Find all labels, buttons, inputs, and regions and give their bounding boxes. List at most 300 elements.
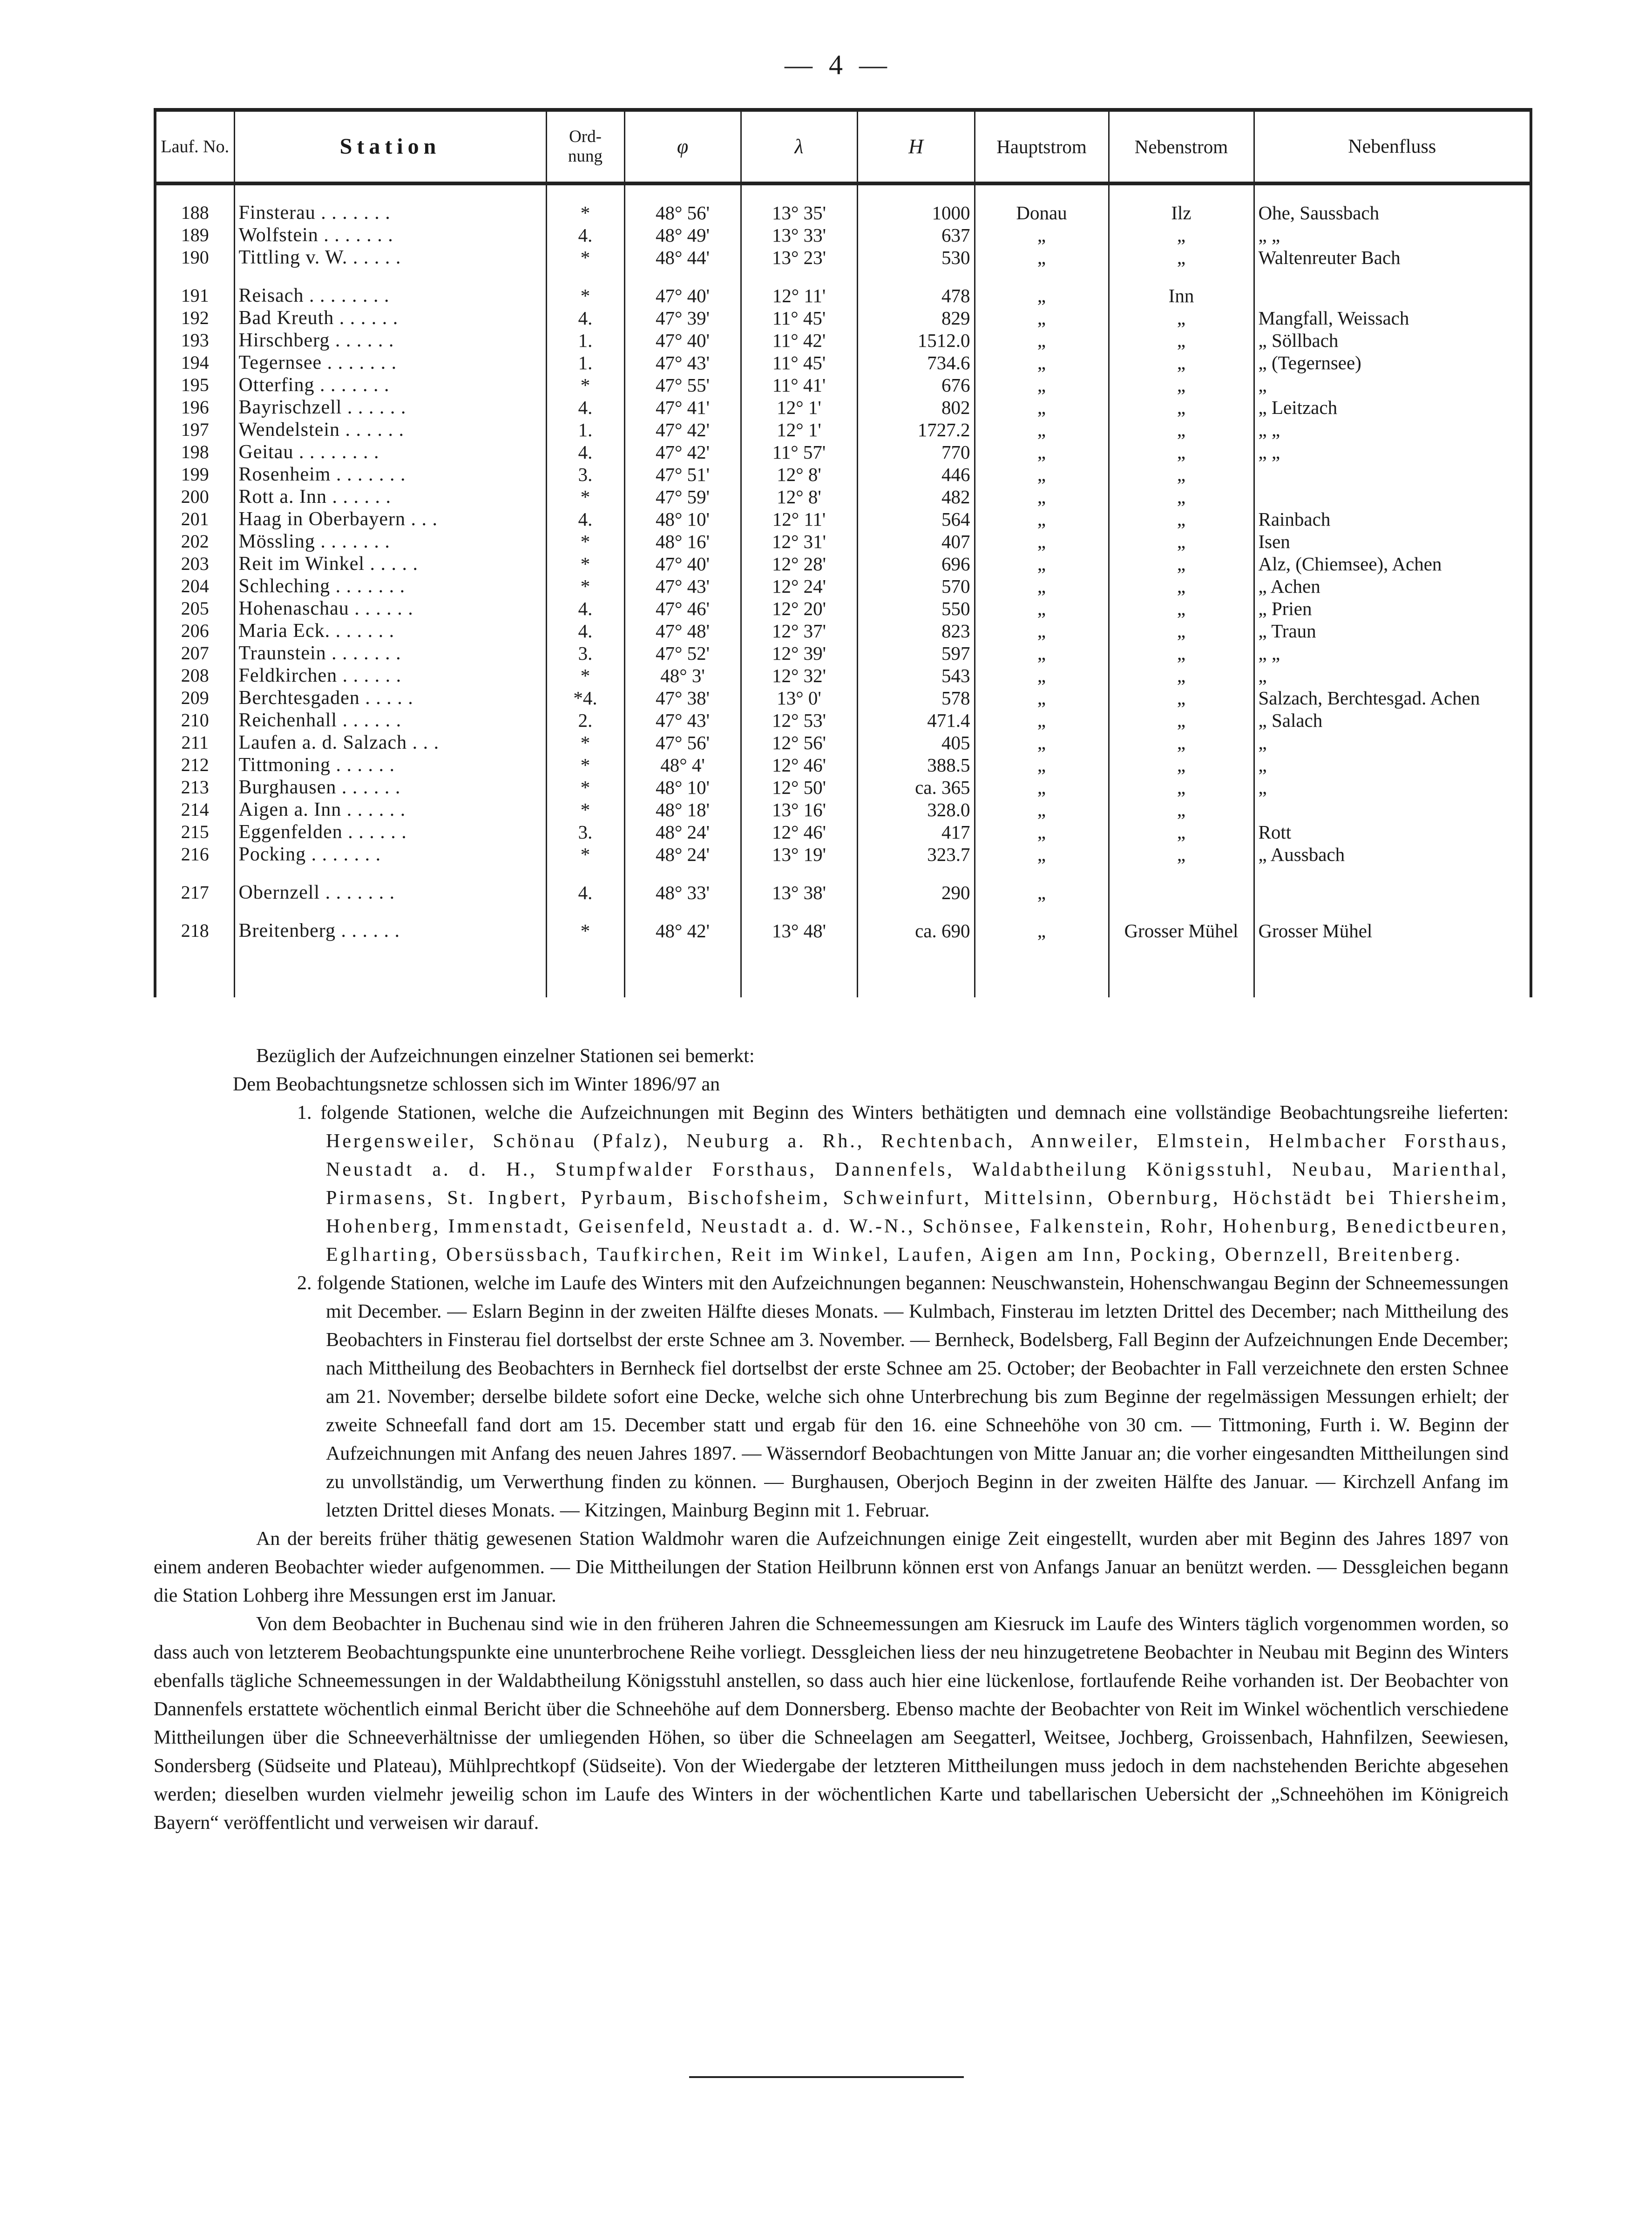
latitude-cell: 47° 42' bbox=[624, 418, 741, 440]
table-row bbox=[155, 865, 1531, 903]
latitude-cell: 48° 16' bbox=[624, 530, 741, 552]
latitude-cell: 47° 40' bbox=[624, 552, 741, 575]
station-name-cell: Reichenhall . . . . . . bbox=[234, 709, 546, 731]
nebenstrom-cell: „ bbox=[1109, 843, 1254, 865]
hauptstrom-cell: „ bbox=[975, 865, 1109, 903]
altitude-cell: 570 bbox=[857, 575, 975, 597]
notes-item-1-text: 1. folgende Stationen, welche die Aufzeichnungen mit Beginn des Winters bethätigten und demnach eine vollständige Beobachtungsreihe lieferten: bbox=[297, 1102, 1509, 1124]
table-row bbox=[155, 820, 1531, 843]
ordnung-cell: 1. bbox=[546, 329, 624, 351]
altitude-cell: 290 bbox=[857, 865, 975, 903]
header-h: H bbox=[857, 110, 975, 183]
nebenfluss-cell: „ Salach bbox=[1254, 709, 1531, 731]
hauptstrom-cell: Donau bbox=[975, 183, 1109, 223]
header-nebenstrom: Nebenstrom bbox=[1109, 110, 1254, 183]
table-row bbox=[155, 373, 1531, 396]
row-number-cell: 215 bbox=[155, 820, 234, 843]
row-number-cell: 203 bbox=[155, 552, 234, 575]
longitude-cell: 12° 31' bbox=[741, 530, 857, 552]
nebenfluss-cell bbox=[1254, 268, 1531, 306]
row-number-cell: 212 bbox=[155, 753, 234, 776]
nebenfluss-cell: „ Söllbach bbox=[1254, 329, 1531, 351]
latitude-cell: 48° 3' bbox=[624, 664, 741, 686]
altitude-cell: 407 bbox=[857, 530, 975, 552]
table-row bbox=[155, 619, 1531, 642]
nebenfluss-cell: Waltenreuter Bach bbox=[1254, 246, 1531, 268]
station-name-cell: Pocking . . . . . . . bbox=[234, 843, 546, 865]
nebenfluss-cell: Alz, (Chiemsee), Achen bbox=[1254, 552, 1531, 575]
longitude-cell: 13° 33' bbox=[741, 223, 857, 246]
station-name-cell: Hohenaschau . . . . . . bbox=[234, 597, 546, 619]
ordnung-cell: * bbox=[546, 530, 624, 552]
ordnung-cell: 3. bbox=[546, 642, 624, 664]
station-name-cell: Aigen a. Inn . . . . . . bbox=[234, 798, 546, 820]
longitude-cell: 12° 20' bbox=[741, 597, 857, 619]
station-name-cell: Obernzell . . . . . . . bbox=[234, 865, 546, 903]
ordnung-cell: 4. bbox=[546, 440, 624, 463]
altitude-cell: 823 bbox=[857, 619, 975, 642]
table-row bbox=[155, 246, 1531, 268]
station-name-cell: Otterfing . . . . . . . bbox=[234, 373, 546, 396]
row-number-cell: 207 bbox=[155, 642, 234, 664]
row-number-cell: 209 bbox=[155, 686, 234, 709]
row-number-cell: 210 bbox=[155, 709, 234, 731]
nebenstrom-cell: „ bbox=[1109, 351, 1254, 373]
nebenstrom-cell: „ bbox=[1109, 246, 1254, 268]
nebenfluss-cell: Rainbach bbox=[1254, 508, 1531, 530]
row-number-cell: 189 bbox=[155, 223, 234, 246]
row-number-cell: 192 bbox=[155, 306, 234, 329]
altitude-cell: 597 bbox=[857, 642, 975, 664]
notes-lead: Dem Beobachtungsnetze schlossen sich im Winter 1896/97 an bbox=[233, 1074, 720, 1095]
station-name-cell: Berchtesgaden . . . . . bbox=[234, 686, 546, 709]
notes-intro: Bezüglich der Aufzeichnungen einzelner Stationen sei bemerkt: bbox=[256, 1045, 755, 1067]
ordnung-cell: 4. bbox=[546, 223, 624, 246]
nebenfluss-cell: „ bbox=[1254, 373, 1531, 396]
nebenstrom-cell: „ bbox=[1109, 306, 1254, 329]
row-number-cell: 196 bbox=[155, 396, 234, 418]
nebenstrom-cell: „ bbox=[1109, 753, 1254, 776]
spacer-cell bbox=[1109, 941, 1254, 997]
header-lauf-no: Lauf. No. bbox=[155, 110, 234, 183]
hauptstrom-cell: „ bbox=[975, 508, 1109, 530]
table-row bbox=[155, 183, 1531, 223]
table-row bbox=[155, 440, 1531, 463]
station-name-cell: Feldkirchen . . . . . . bbox=[234, 664, 546, 686]
ordnung-cell: * bbox=[546, 183, 624, 223]
latitude-cell: 47° 40' bbox=[624, 329, 741, 351]
nebenstrom-cell: „ bbox=[1109, 798, 1254, 820]
station-name-cell: Reit im Winkel . . . . . bbox=[234, 552, 546, 575]
row-number-cell: 197 bbox=[155, 418, 234, 440]
hauptstrom-cell: „ bbox=[975, 597, 1109, 619]
latitude-cell: 48° 49' bbox=[624, 223, 741, 246]
nebenstrom-cell: „ bbox=[1109, 329, 1254, 351]
row-number-cell: 195 bbox=[155, 373, 234, 396]
station-name-cell: Breitenberg . . . . . . bbox=[234, 903, 546, 941]
ordnung-cell: * bbox=[546, 903, 624, 941]
hauptstrom-cell: „ bbox=[975, 798, 1109, 820]
ordnung-cell: 4. bbox=[546, 597, 624, 619]
altitude-cell: 1727.2 bbox=[857, 418, 975, 440]
nebenstrom-cell: „ bbox=[1109, 776, 1254, 798]
station-name-cell: Reisach . . . . . . . . bbox=[234, 268, 546, 306]
altitude-cell: 478 bbox=[857, 268, 975, 306]
table-row bbox=[155, 731, 1531, 753]
longitude-cell: 12° 24' bbox=[741, 575, 857, 597]
header-nebenfluss: Nebenfluss bbox=[1254, 110, 1531, 183]
altitude-cell: 770 bbox=[857, 440, 975, 463]
station-name-cell: Maria Eck. . . . . . . bbox=[234, 619, 546, 642]
nebenfluss-cell: Salzach, Berchtesgad. Achen bbox=[1254, 686, 1531, 709]
nebenfluss-cell: Isen bbox=[1254, 530, 1531, 552]
table-row bbox=[155, 396, 1531, 418]
nebenstrom-cell: „ bbox=[1109, 396, 1254, 418]
hauptstrom-cell: „ bbox=[975, 575, 1109, 597]
hauptstrom-cell: „ bbox=[975, 903, 1109, 941]
hauptstrom-cell: „ bbox=[975, 440, 1109, 463]
hauptstrom-cell: „ bbox=[975, 463, 1109, 485]
station-name-cell: Wendelstein . . . . . . bbox=[234, 418, 546, 440]
nebenfluss-cell: „ Prien bbox=[1254, 597, 1531, 619]
hauptstrom-cell: „ bbox=[975, 396, 1109, 418]
station-name-cell: Bad Kreuth . . . . . . bbox=[234, 306, 546, 329]
row-number-cell: 204 bbox=[155, 575, 234, 597]
nebenfluss-cell: „ Leitzach bbox=[1254, 396, 1531, 418]
ordnung-cell: * bbox=[546, 485, 624, 508]
spacer-cell bbox=[1254, 941, 1531, 997]
table-body bbox=[155, 183, 1531, 997]
hauptstrom-cell: „ bbox=[975, 642, 1109, 664]
latitude-cell: 47° 56' bbox=[624, 731, 741, 753]
hauptstrom-cell: „ bbox=[975, 664, 1109, 686]
table-bottom-spacer bbox=[155, 941, 1531, 997]
hauptstrom-cell: „ bbox=[975, 329, 1109, 351]
hauptstrom-cell: „ bbox=[975, 268, 1109, 306]
altitude-cell: 676 bbox=[857, 373, 975, 396]
nebenfluss-cell bbox=[1254, 463, 1531, 485]
ordnung-cell: * bbox=[546, 246, 624, 268]
table-row bbox=[155, 753, 1531, 776]
ordnung-cell: 4. bbox=[546, 306, 624, 329]
table-row bbox=[155, 268, 1531, 306]
ordnung-cell: 1. bbox=[546, 351, 624, 373]
table-row bbox=[155, 351, 1531, 373]
row-number-cell: 201 bbox=[155, 508, 234, 530]
nebenfluss-cell: „ „ bbox=[1254, 418, 1531, 440]
header-hauptstrom: Hauptstrom bbox=[975, 110, 1109, 183]
ordnung-cell: * bbox=[546, 798, 624, 820]
altitude-cell: 802 bbox=[857, 396, 975, 418]
altitude-cell: 1000 bbox=[857, 183, 975, 223]
altitude-cell: 578 bbox=[857, 686, 975, 709]
nebenfluss-cell: „ „ bbox=[1254, 440, 1531, 463]
latitude-cell: 48° 24' bbox=[624, 820, 741, 843]
row-number-cell: 211 bbox=[155, 731, 234, 753]
notes-section bbox=[154, 1042, 1509, 1837]
nebenstrom-cell: „ bbox=[1109, 223, 1254, 246]
longitude-cell: 13° 35' bbox=[741, 183, 857, 223]
station-name-cell: Rosenheim . . . . . . . bbox=[234, 463, 546, 485]
station-name-cell: Mössling . . . . . . . bbox=[234, 530, 546, 552]
row-number-cell: 214 bbox=[155, 798, 234, 820]
ordnung-cell: 2. bbox=[546, 709, 624, 731]
longitude-cell: 12° 28' bbox=[741, 552, 857, 575]
longitude-cell: 13° 38' bbox=[741, 865, 857, 903]
table-row bbox=[155, 485, 1531, 508]
station-name-cell: Finsterau . . . . . . . bbox=[234, 183, 546, 223]
nebenfluss-cell: Rott bbox=[1254, 820, 1531, 843]
nebenfluss-cell: „ bbox=[1254, 753, 1531, 776]
hauptstrom-cell: „ bbox=[975, 351, 1109, 373]
hauptstrom-cell: „ bbox=[975, 485, 1109, 508]
longitude-cell: 11° 45' bbox=[741, 306, 857, 329]
table-row bbox=[155, 903, 1531, 941]
latitude-cell: 47° 42' bbox=[624, 440, 741, 463]
nebenfluss-cell: „ „ bbox=[1254, 223, 1531, 246]
longitude-cell: 12° 8' bbox=[741, 485, 857, 508]
ordnung-cell: 3. bbox=[546, 820, 624, 843]
altitude-cell: 482 bbox=[857, 485, 975, 508]
ordnung-cell: * bbox=[546, 268, 624, 306]
nebenfluss-cell bbox=[1254, 485, 1531, 508]
latitude-cell: 47° 55' bbox=[624, 373, 741, 396]
nebenstrom-cell: „ bbox=[1109, 642, 1254, 664]
longitude-cell: 12° 53' bbox=[741, 709, 857, 731]
ordnung-cell: 1. bbox=[546, 418, 624, 440]
ordnung-cell: * bbox=[546, 575, 624, 597]
row-number-cell: 213 bbox=[155, 776, 234, 798]
station-name-cell: Tittmoning . . . . . . bbox=[234, 753, 546, 776]
nebenfluss-cell: Ohe, Saussbach bbox=[1254, 183, 1531, 223]
altitude-cell: 323.7 bbox=[857, 843, 975, 865]
ordnung-cell: * bbox=[546, 373, 624, 396]
longitude-cell: 13° 19' bbox=[741, 843, 857, 865]
nebenstrom-cell: „ bbox=[1109, 485, 1254, 508]
nebenstrom-cell: „ bbox=[1109, 418, 1254, 440]
spacer-cell bbox=[624, 941, 741, 997]
longitude-cell: 12° 11' bbox=[741, 508, 857, 530]
nebenfluss-cell: „ bbox=[1254, 776, 1531, 798]
row-number-cell: 208 bbox=[155, 664, 234, 686]
table-row bbox=[155, 798, 1531, 820]
longitude-cell: 12° 1' bbox=[741, 396, 857, 418]
hauptstrom-cell: „ bbox=[975, 530, 1109, 552]
nebenstrom-cell: Ilz bbox=[1109, 183, 1254, 223]
header-phi: φ bbox=[624, 110, 741, 183]
nebenstrom-cell: „ bbox=[1109, 552, 1254, 575]
station-name-cell: Geitau . . . . . . . . bbox=[234, 440, 546, 463]
spacer-cell bbox=[741, 941, 857, 997]
longitude-cell: 12° 37' bbox=[741, 619, 857, 642]
latitude-cell: 48° 10' bbox=[624, 508, 741, 530]
longitude-cell: 13° 16' bbox=[741, 798, 857, 820]
nebenstrom-cell: „ bbox=[1109, 731, 1254, 753]
nebenstrom-cell: „ bbox=[1109, 619, 1254, 642]
table-row bbox=[155, 709, 1531, 731]
header-lambda: λ bbox=[741, 110, 857, 183]
table-row bbox=[155, 776, 1531, 798]
row-number-cell: 193 bbox=[155, 329, 234, 351]
nebenfluss-cell: „ (Tegernsee) bbox=[1254, 351, 1531, 373]
altitude-cell: 471.4 bbox=[857, 709, 975, 731]
longitude-cell: 12° 46' bbox=[741, 820, 857, 843]
latitude-cell: 47° 52' bbox=[624, 642, 741, 664]
latitude-cell: 47° 51' bbox=[624, 463, 741, 485]
table-row bbox=[155, 597, 1531, 619]
bottom-rule bbox=[689, 2076, 964, 2078]
hauptstrom-cell: „ bbox=[975, 686, 1109, 709]
ordnung-cell: 4. bbox=[546, 508, 624, 530]
latitude-cell: 47° 38' bbox=[624, 686, 741, 709]
hauptstrom-cell: „ bbox=[975, 776, 1109, 798]
row-number-cell: 205 bbox=[155, 597, 234, 619]
hauptstrom-cell: „ bbox=[975, 418, 1109, 440]
ordnung-cell: 4. bbox=[546, 865, 624, 903]
altitude-cell: 696 bbox=[857, 552, 975, 575]
altitude-cell: 388.5 bbox=[857, 753, 975, 776]
spacer-cell bbox=[546, 941, 624, 997]
header-ordnung: Ord- nung bbox=[546, 110, 624, 183]
longitude-cell: 11° 42' bbox=[741, 329, 857, 351]
hauptstrom-cell: „ bbox=[975, 753, 1109, 776]
longitude-cell: 13° 0' bbox=[741, 686, 857, 709]
hauptstrom-cell: „ bbox=[975, 552, 1109, 575]
nebenstrom-cell: „ bbox=[1109, 530, 1254, 552]
row-number-cell: 216 bbox=[155, 843, 234, 865]
altitude-cell: 328.0 bbox=[857, 798, 975, 820]
ordnung-cell: *4. bbox=[546, 686, 624, 709]
nebenstrom-cell: Inn bbox=[1109, 268, 1254, 306]
table-row bbox=[155, 575, 1531, 597]
table-row bbox=[155, 686, 1531, 709]
table-row bbox=[155, 664, 1531, 686]
row-number-cell: 191 bbox=[155, 268, 234, 306]
latitude-cell: 48° 24' bbox=[624, 843, 741, 865]
latitude-cell: 47° 39' bbox=[624, 306, 741, 329]
ordnung-cell: 4. bbox=[546, 396, 624, 418]
longitude-cell: 13° 48' bbox=[741, 903, 857, 941]
nebenfluss-cell: „ Traun bbox=[1254, 619, 1531, 642]
longitude-cell: 12° 8' bbox=[741, 463, 857, 485]
nebenfluss-cell: „ Achen bbox=[1254, 575, 1531, 597]
longitude-cell: 12° 50' bbox=[741, 776, 857, 798]
nebenstrom-cell: „ bbox=[1109, 508, 1254, 530]
altitude-cell: 405 bbox=[857, 731, 975, 753]
ordnung-cell: * bbox=[546, 731, 624, 753]
nebenstrom-cell: „ bbox=[1109, 686, 1254, 709]
latitude-cell: 47° 46' bbox=[624, 597, 741, 619]
latitude-cell: 48° 33' bbox=[624, 865, 741, 903]
nebenfluss-cell: „ bbox=[1254, 731, 1531, 753]
table-row bbox=[155, 552, 1531, 575]
longitude-cell: 11° 45' bbox=[741, 351, 857, 373]
table-row bbox=[155, 463, 1531, 485]
hauptstrom-cell: „ bbox=[975, 709, 1109, 731]
ordnung-cell: * bbox=[546, 776, 624, 798]
ordnung-cell: * bbox=[546, 843, 624, 865]
altitude-cell: 530 bbox=[857, 246, 975, 268]
station-name-cell: Wolfstein . . . . . . . bbox=[234, 223, 546, 246]
notes-paragraph-2: Von dem Beobachter in Buchenau sind wie in den früheren Jahren die Schneemessungen am Kiesruck im Laufe des Winters täglich vorgenommen worden, so dass auch von letzterem Beobachtungspunkte eine ununterbrochene Reihe vorliegt. Dessgleichen liess der neu hinzugetretene Beobachter in Neubau mit Beginn des Winters ebenfalls tägliche Schneemessungen in der Waldabtheilung Königsstuhl anstellen, so dass auch hier eine lückenlose, fortlaufende Reihe vorhanden ist. Der Beobachter von Dannenfels erstattete wöchentlich einmal Bericht über die Schneehöhe auf dem Donnersberg. Ebenso machte der Beobachter von Reit im Winkel wöchentlich verschiedene Mittheilungen über die Schneeverhältnisse der umliegenden Höhen, so über die Schneelagen am Seegatterl, Weitsee, Jochberg, Groissenbach, Hahnfilzen, Seewiesen, Sondersberg (Südseite und Plateau), Mühlprechtkopf (Südseite). Von der Wiedergabe der letzteren Mittheilungen muss jedoch in dem nachstehenden Berichte abgesehen werden; dieselben wurden vielmehr jeweilig schon im Laufe des Winters in der wöchentlichen Karte und tabellarischen Uebersicht der „Schneehöhen im Königreich Bayern“ veröffentlicht und verweisen wir darauf. bbox=[154, 1613, 1509, 1834]
notes-item-2: 2. folgende Stationen, welche im Laufe des Winters mit den Aufzeichnungen begannen: Neuschwanstein, Hohenschwangau Beginn der Schneemessungen mit December. — Eslarn Beginn in der zweiten Hälfte dieses Monats. — Kulmbach, Finsterau im letzten Drittel des December; nach Mittheilung des Beobachters in Finsterau fiel dortselbst der erste Schnee am 3. November. — Bernheck, Bodelsberg, Fall Beginn der Aufzeichnungen Ende December; nach Mittheilung des Beobachters in Bernheck fiel dortselbst der erste Schnee am 25. October; der Beobachter in Fall verzeichnete den ersten Schnee am 21. November; derselbe bildete sofort eine Decke, welche sich ohne Unterbrechung bis zum Beginne der regelmässigen Messungen erhielt; der zweite Schneefall fand dort am 15. December statt und ergab für den 16. eine Schneehöhe von 30 cm. — Tittmoning, Furth i. W. Beginn der Aufzeichnungen mit Anfang des neuen Jahres 1897. — Wässerndorf Beobachtungen von Mitte Januar an; die vorher eingesandten Mittheilungen sind zu unvollständig, um Verwerthung finden zu können. — Burghausen, Oberjoch Beginn in der zweiten Hälfte des Januar. — Kirchzell Anfang im letzten Drittel dieses Monats. — Kitzingen, Mainburg Beginn mit 1. Februar. bbox=[297, 1273, 1509, 1521]
altitude-cell: 446 bbox=[857, 463, 975, 485]
station-name-cell: Burghausen . . . . . . bbox=[234, 776, 546, 798]
spacer-cell bbox=[155, 941, 234, 997]
latitude-cell: 47° 41' bbox=[624, 396, 741, 418]
longitude-cell: 13° 23' bbox=[741, 246, 857, 268]
ordnung-cell: * bbox=[546, 664, 624, 686]
station-name-cell: Rott a. Inn . . . . . . bbox=[234, 485, 546, 508]
latitude-cell: 48° 42' bbox=[624, 903, 741, 941]
latitude-cell: 48° 44' bbox=[624, 246, 741, 268]
table-row bbox=[155, 843, 1531, 865]
altitude-cell: 829 bbox=[857, 306, 975, 329]
station-name-cell: Traunstein . . . . . . . bbox=[234, 642, 546, 664]
latitude-cell: 48° 56' bbox=[624, 183, 741, 223]
longitude-cell: 12° 32' bbox=[741, 664, 857, 686]
station-name-cell: Eggenfelden . . . . . . bbox=[234, 820, 546, 843]
longitude-cell: 12° 1' bbox=[741, 418, 857, 440]
row-number-cell: 194 bbox=[155, 351, 234, 373]
page-number: — 4 — bbox=[785, 49, 892, 80]
spacer-cell bbox=[975, 941, 1109, 997]
altitude-cell: 637 bbox=[857, 223, 975, 246]
station-name-cell: Laufen a. d. Salzach . . . bbox=[234, 731, 546, 753]
nebenfluss-cell: „ Aussbach bbox=[1254, 843, 1531, 865]
ordnung-cell: 3. bbox=[546, 463, 624, 485]
header-station: Station bbox=[234, 110, 546, 183]
latitude-cell: 47° 43' bbox=[624, 351, 741, 373]
nebenstrom-cell: „ bbox=[1109, 463, 1254, 485]
nebenstrom-cell: „ bbox=[1109, 709, 1254, 731]
station-name-cell: Bayrischzell . . . . . . bbox=[234, 396, 546, 418]
hauptstrom-cell: „ bbox=[975, 246, 1109, 268]
station-name-cell: Hirschberg . . . . . . bbox=[234, 329, 546, 351]
nebenfluss-cell: Grosser Mühel bbox=[1254, 903, 1531, 941]
spacer-cell bbox=[234, 941, 546, 997]
row-number-cell: 198 bbox=[155, 440, 234, 463]
nebenfluss-cell: „ „ bbox=[1254, 642, 1531, 664]
notes-item-1 bbox=[154, 1099, 1509, 1269]
table-row bbox=[155, 508, 1531, 530]
table-row bbox=[155, 642, 1531, 664]
hauptstrom-cell: „ bbox=[975, 223, 1109, 246]
nebenstrom-cell bbox=[1109, 865, 1254, 903]
notes-item-1-stations: Hergensweiler, Schönau (Pfalz), Neuburg a. Rh., Rechtenbach, Annweiler, Elmstein, Helmbacher Forsthaus, Neustadt a. d. H., Stumpfwalder Forsthaus, Dannenfels, Waldabtheilung Königsstuhl, Neubau, Marienthal, Pirmasens, St. Ingbert, Pyrbaum, Bischofsheim, Schweinfurt, Mittelsinn, Obernburg, Höchstädt bei Thiersheim, Hohenberg, Immenstadt, Geisenfeld, Neustadt a. d. W.-N., Schönsee, Falkenstein, Rohr, Hohenburg, Benedictbeuren, Eglharting, Obersüssbach, Taufkirchen, Reit im Winkel, Laufen, Aigen am Inn, Pocking, Obernzell, Breitenberg. bbox=[326, 1131, 1509, 1266]
hauptstrom-cell: „ bbox=[975, 373, 1109, 396]
latitude-cell: 47° 43' bbox=[624, 575, 741, 597]
nebenfluss-cell bbox=[1254, 865, 1531, 903]
latitude-cell: 48° 10' bbox=[624, 776, 741, 798]
altitude-cell: ca. 690 bbox=[857, 903, 975, 941]
nebenstrom-cell: „ bbox=[1109, 575, 1254, 597]
hauptstrom-cell: „ bbox=[975, 820, 1109, 843]
table-header-row bbox=[155, 110, 1531, 183]
row-number-cell: 206 bbox=[155, 619, 234, 642]
longitude-cell: 12° 11' bbox=[741, 268, 857, 306]
longitude-cell: 11° 41' bbox=[741, 373, 857, 396]
nebenfluss-cell bbox=[1254, 798, 1531, 820]
spacer-cell bbox=[857, 941, 975, 997]
hauptstrom-cell: „ bbox=[975, 843, 1109, 865]
ordnung-cell: * bbox=[546, 552, 624, 575]
row-number-cell: 217 bbox=[155, 865, 234, 903]
hauptstrom-cell: „ bbox=[975, 306, 1109, 329]
latitude-cell: 48° 4' bbox=[624, 753, 741, 776]
longitude-cell: 11° 57' bbox=[741, 440, 857, 463]
altitude-cell: 417 bbox=[857, 820, 975, 843]
